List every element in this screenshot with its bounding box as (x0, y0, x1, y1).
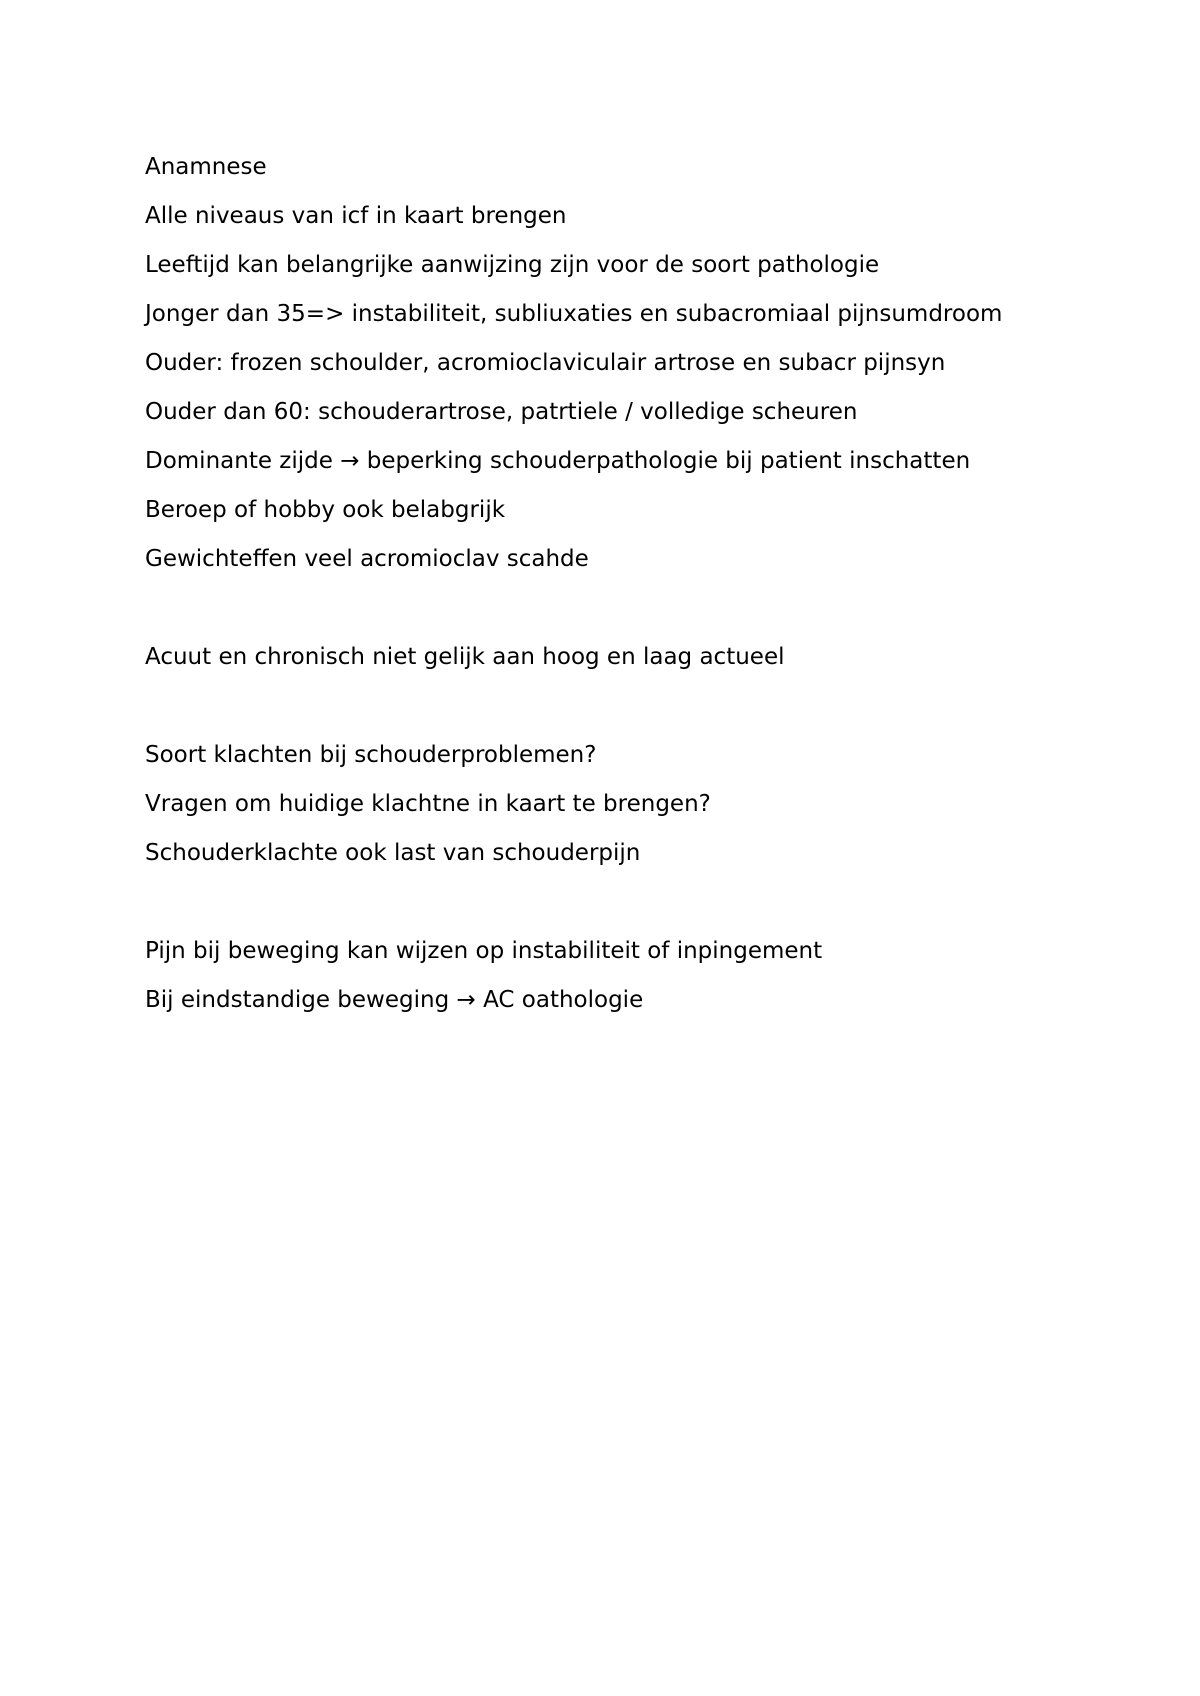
heading-anamnese: Anamnese (145, 154, 267, 180)
text-line: Schouderklachte ook last van schouderpijn (145, 840, 641, 866)
document-body (145, 143, 1145, 1025)
text-line: Bij eindstandige beweging → AC oathologie (145, 987, 644, 1013)
blank-line (145, 584, 1145, 633)
text-line: Ouder dan 60: schouderartrose, patrtiele / volledige scheuren (145, 399, 858, 425)
text-line: Vragen om huidige klachtne in kaart te brengen? (145, 791, 711, 817)
text-line: Jonger dan 35=> instabiliteit, subliuxaties en subacromiaal pijnsumdroom (145, 301, 1003, 327)
text-line: Alle niveaus van icf in kaart brengen (145, 203, 567, 229)
blank-line (145, 682, 1145, 731)
text-line: Dominante zijde → beperking schouderpathologie bij patient inschatten (145, 448, 971, 474)
text-line: Leeftijd kan belangrijke aanwijzing zijn voor de soort pathologie (145, 252, 880, 278)
text-line: Ouder: frozen schoulder, acromioclaviculair artrose en subacr pijnsyn (145, 350, 946, 376)
text-line: Beroep of hobby ook belabgrijk (145, 497, 506, 523)
text-line: Gewichteffen veel acromioclav scahde (145, 546, 589, 572)
blank-line (145, 878, 1145, 927)
text-line: Soort klachten bij schouderproblemen? (145, 742, 597, 768)
text-line: Acuut en chronisch niet gelijk aan hoog en laag actueel (145, 644, 785, 670)
text-line: Pijn bij beweging kan wijzen op instabiliteit of inpingement (145, 938, 823, 964)
